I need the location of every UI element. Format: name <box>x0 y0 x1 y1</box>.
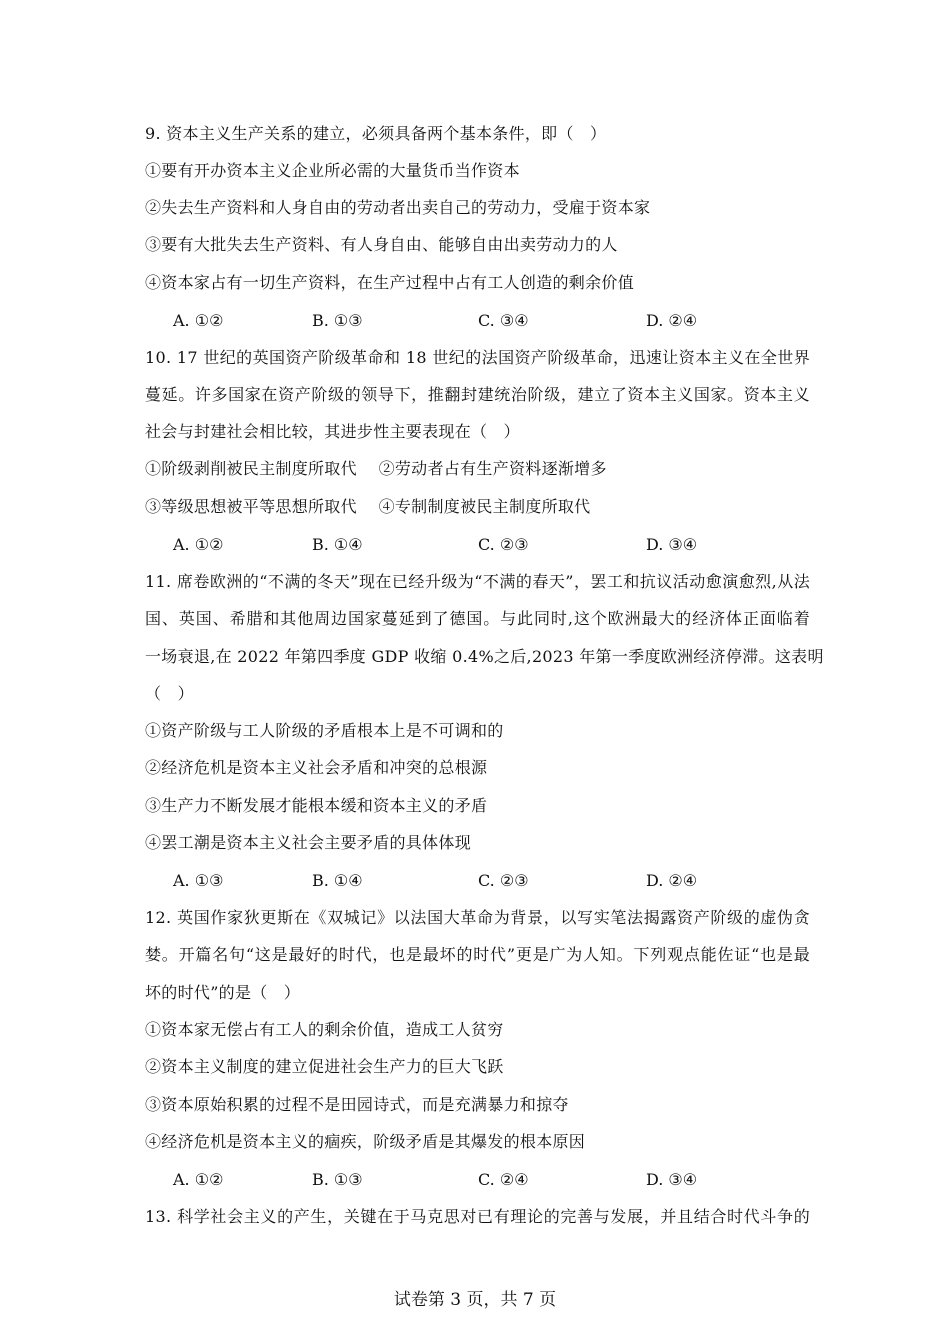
option-c: C. ②④ <box>478 1170 529 1189</box>
option-b: B. ①④ <box>312 535 363 554</box>
question-11-options <box>173 870 813 892</box>
option-a: A. ①③ <box>173 871 224 890</box>
question-12-item-2: ②资本主义制度的建立促进社会生产力的巨大飞跃 <box>145 1057 504 1076</box>
question-10-item-2: ③等级思想被平等思想所取代 ④专制制度被民主制度所取代 <box>145 497 591 516</box>
question-9-item-1: ①要有开办资本主义企业所必需的大量货币当作资本 <box>145 161 520 180</box>
question-11-stem-line-3: 一场衰退,在 2022 年第四季度 GDP 收缩 0.4%之后,2023 年第一季度欧洲经济停滞。这表明 <box>145 647 824 666</box>
option-a: A. ①② <box>173 1170 224 1189</box>
question-10-stem-line-1: 10. 17 世纪的英国资产阶级革命和 18 世纪的法国资产阶级革命，迅速让资本主义在全世界 <box>145 348 810 367</box>
question-11-item-2: ②经济危机是资本主义社会矛盾和冲突的总根源 <box>145 758 488 777</box>
question-10-stem-line-3: 社会与封建社会相比较，其进步性主要表现在（ ） <box>145 422 520 441</box>
question-11-stem-line-2: 国、英国、希腊和其他周边国家蔓延到了德国。与此同时,这个欧洲最大的经济体正面临着 <box>145 609 810 628</box>
page-footer: 试卷第 3 页，共 7 页 <box>393 1290 557 1310</box>
option-c: C. ②③ <box>478 535 529 554</box>
question-11-stem-line-4: （ ） <box>145 684 194 703</box>
option-d: D. ②④ <box>646 311 698 330</box>
question-12-item-1: ①资本家无偿占有工人的剩余价值，造成工人贫穷 <box>145 1020 504 1039</box>
option-d: D. ②④ <box>646 871 698 890</box>
question-11-item-4: ④罢工潮是资本主义社会主要矛盾的具体体现 <box>145 833 472 852</box>
option-b: B. ①④ <box>312 871 363 890</box>
option-c: C. ②③ <box>478 871 529 890</box>
question-11-stem-line-1: 11. 席卷欧洲的“不满的冬天”现在已经升级为“不满的春天”，罢工和抗议活动愈演愈烈,从法 <box>145 572 810 591</box>
option-b: B. ①③ <box>312 1170 363 1189</box>
question-13-stem-line-1: 13. 科学社会主义的产生，关键在于马克思对已有理论的完善与发展，并且结合时代斗争的 <box>145 1207 810 1226</box>
question-9-item-2: ②失去生产资料和人身自由的劳动者出卖自己的劳动力，受雇于资本家 <box>145 198 651 217</box>
question-12-stem-line-3: 坏的时代”的是（ ） <box>145 983 301 1002</box>
question-9-item-3: ③要有大批失去生产资料、有人身自由、能够自由出卖劳动力的人 <box>145 235 618 254</box>
question-9-stem-line-1: 9. 资本主义生产关系的建立，必须具备两个基本条件，即（ ） <box>145 124 607 143</box>
question-10-stem-line-2: 蔓延。许多国家在资产阶级的领导下，推翻封建统治阶级，建立了资本主义国家。资本主义 <box>145 385 810 404</box>
option-a: A. ①② <box>173 311 224 330</box>
option-a: A. ①② <box>173 535 224 554</box>
option-d: D. ③④ <box>646 535 698 554</box>
question-12-stem-line-1: 12. 英国作家狄更斯在《双城记》以法国大革命为背景，以写实笔法揭露资产阶级的虚伪贪 <box>145 908 810 927</box>
question-12-options <box>173 1169 813 1191</box>
question-10-options <box>173 534 813 556</box>
option-c: C. ③④ <box>478 311 529 330</box>
question-11-item-3: ③生产力不断发展才能根本缓和资本主义的矛盾 <box>145 796 488 815</box>
option-d: D. ③④ <box>646 1170 698 1189</box>
question-12-item-4: ④经济危机是资本主义的痼疾，阶级矛盾是其爆发的根本原因 <box>145 1132 586 1151</box>
question-12-stem-line-2: 婪。开篇名句“这是最好的时代，也是最坏的时代”更是广为人知。下列观点能佐证“也是最 <box>145 945 810 964</box>
question-9-options <box>173 310 813 332</box>
question-9-item-4: ④资本家占有一切生产资料，在生产过程中占有工人创造的剩余价值 <box>145 273 635 292</box>
question-10-item-1: ①阶级剥削被民主制度所取代 ②劳动者占有生产资料逐渐增多 <box>145 459 607 478</box>
question-11-item-1: ①资产阶级与工人阶级的矛盾根本上是不可调和的 <box>145 721 504 740</box>
option-b: B. ①③ <box>312 311 363 330</box>
question-12-item-3: ③资本原始积累的过程不是田园诗式，而是充满暴力和掠夺 <box>145 1095 569 1114</box>
